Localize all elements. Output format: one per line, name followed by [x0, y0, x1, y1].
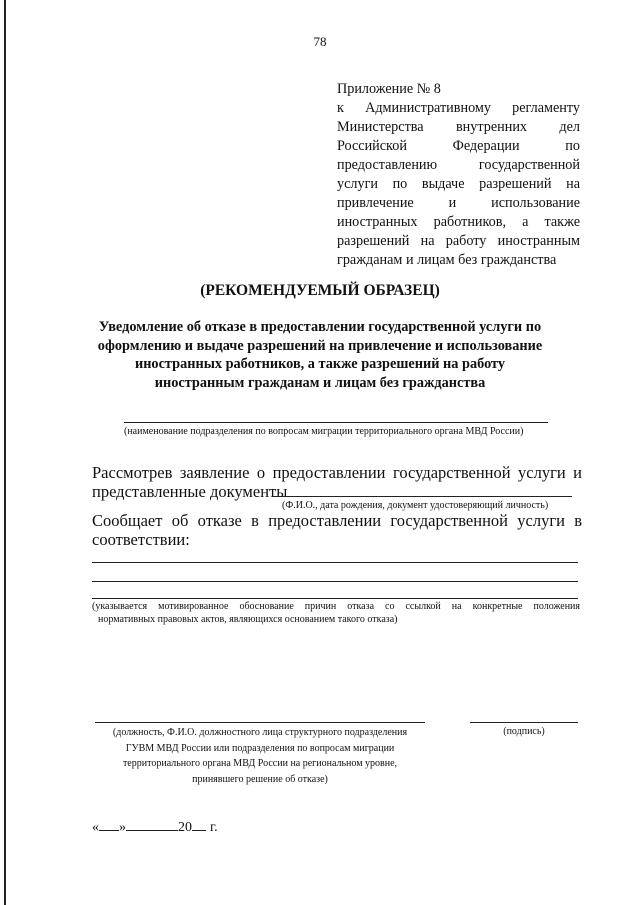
official-caption-line: принявшего решение об отказе): [192, 773, 328, 785]
date-day-field[interactable]: [99, 818, 119, 831]
heading-line: иностранных работников, а также разрешений на работу: [134, 356, 506, 372]
refusal-paragraph: [92, 511, 582, 530]
considered-line-2: представленные документы: [92, 482, 288, 501]
reason-line-3[interactable]: [92, 598, 578, 599]
appendix-line: иностранных работников, а также: [337, 214, 580, 230]
appendix-line: предоставлению государственной: [337, 157, 580, 173]
reason-caption: [92, 600, 580, 626]
official-caption-line: территориального органа МВД России на региональном уровне,: [122, 758, 398, 769]
date-year-field[interactable]: [192, 818, 206, 831]
appendix-block: [337, 80, 580, 270]
reason-caption-line-2: нормативных правовых актов, являющихся основанием такого отказа): [98, 614, 398, 625]
heading-line: Уведомление об отказе в предоставлении государственной услуги по: [98, 319, 542, 335]
considered-line-1: Рассмотрев заявление о предоставлении государственной услуги и: [92, 463, 582, 482]
sample-label: (РЕКОМЕНДУЕМЫЙ ОБРАЗЕЦ): [200, 282, 440, 299]
considered-line-2-wrap: [92, 482, 287, 501]
heading-line: оформлению и выдаче разрешений на привлечение и использование: [97, 337, 543, 354]
considered-paragraph: [92, 463, 582, 482]
page-number: 78: [313, 34, 327, 49]
refusal-line-1: Сообщает об отказе в предоставлении государственной услуги в: [92, 511, 582, 530]
appendix-line: к Административному регламенту: [337, 100, 580, 116]
appendix-line: Министерства внутренних дел: [337, 119, 580, 135]
signature-caption: (подпись): [503, 726, 545, 737]
official-caption: [95, 725, 425, 787]
official-line[interactable]: [95, 722, 425, 723]
date-close-quote: »: [119, 820, 126, 835]
reason-caption-line-1: (указывается мотивированное обоснование причин отказа со ссылкой на конкретные положения: [92, 601, 580, 612]
notice-heading: [80, 318, 560, 392]
reason-line-1[interactable]: [92, 562, 578, 563]
appendix-line: гражданам и лицам без гражданства: [337, 252, 557, 268]
subdivision-caption: (наименование подразделения по вопросам миграции территориального органа МВД России): [124, 426, 524, 437]
date-line: [92, 818, 218, 836]
applicant-info-line[interactable]: [272, 496, 572, 497]
date-year-suffix: г.: [210, 820, 218, 835]
refusal-line-2-wrap: [92, 530, 190, 549]
appendix-line: услуги по выдаче разрешений на: [337, 176, 580, 192]
appendix-body: [337, 99, 580, 270]
date-month-field[interactable]: [126, 818, 178, 831]
applicant-caption: (Ф.И.О., дата рождения, документ удостоверяющий личность): [282, 500, 549, 511]
date-open-quote: «: [92, 820, 99, 835]
appendix-line: привлечение и использование: [337, 195, 580, 211]
date-year-prefix: 20: [178, 820, 192, 835]
heading-line: иностранным гражданам и лицам без гражданства: [154, 374, 486, 391]
appendix-line: разрешений на работу иностранным: [337, 233, 580, 249]
reason-line-2[interactable]: [92, 581, 578, 582]
signature-line[interactable]: [470, 722, 578, 723]
refusal-line-2: соответствии:: [92, 530, 190, 549]
page-left-border: [4, 0, 6, 905]
official-caption-line: ГУВМ МВД России или подразделения по вопросам миграции: [125, 742, 395, 754]
appendix-title: Приложение № 8: [337, 81, 441, 97]
official-caption-line: (должность, Ф.И.О. должностного лица структурного подразделения: [112, 727, 408, 738]
appendix-line: Российской Федерации по: [337, 138, 580, 154]
subdivision-name-line[interactable]: [124, 422, 548, 423]
